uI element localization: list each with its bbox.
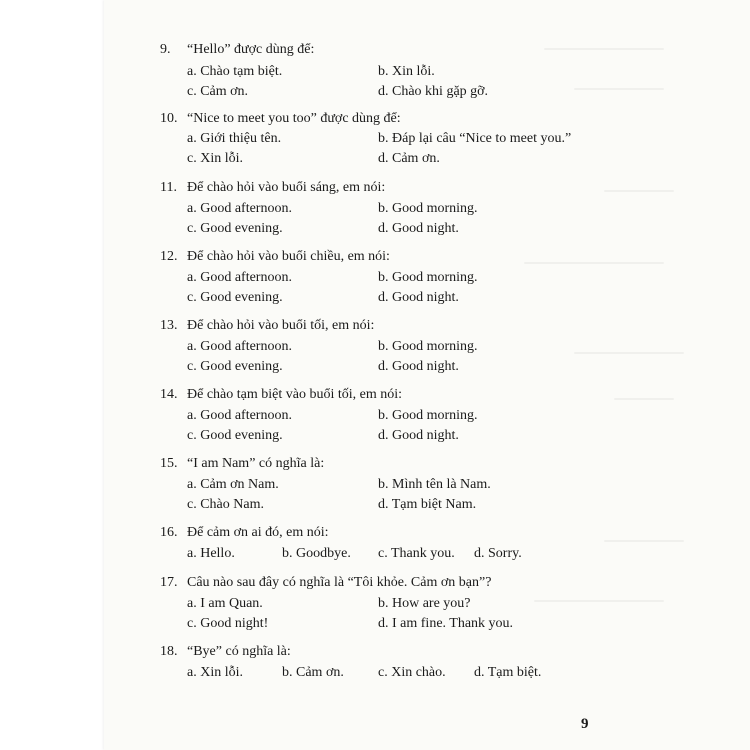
option-d: d. Good night. [378,290,459,305]
question-text: Để chào hỏi vào buổi tối, em nói: [187,318,375,333]
question-text: “Bye” có nghĩa là: [187,644,291,659]
page-number: 9 [581,716,589,732]
question-number: 15. [160,456,178,471]
question-number: 16. [160,525,178,540]
question-text: “I am Nam” có nghĩa là: [187,456,325,471]
option-d: d. Cảm ơn. [378,151,440,166]
question-number: 13. [160,318,178,333]
question-text: Để chào hỏi vào buổi sáng, em nói: [187,180,386,195]
option-c: c. Good night! [187,616,269,631]
option-a: a. I am Quan. [187,596,263,611]
option-a: a. Hello. [187,546,235,561]
option-a: a. Xin lỗi. [187,665,243,680]
option-a: a. Good afternoon. [187,339,292,354]
question-text: Để chào tạm biệt vào buổi tối, em nói: [187,387,403,402]
option-d: d. Good night. [378,221,459,236]
question-number: 17. [160,575,178,590]
option-d: d. Good night. [378,359,459,374]
option-c: c. Chào Nam. [187,497,264,512]
option-c: c. Good evening. [187,428,283,443]
option-d: d. Sorry. [474,546,522,561]
document-page [104,0,750,750]
question-text: Để cảm ơn ai đó, em nói: [187,525,329,540]
option-b: b. Mình tên là Nam. [378,477,491,492]
option-d: d. I am fine. Thank you. [378,616,514,631]
question-number: 9. [160,42,171,57]
question-text: “Nice to meet you too” được dùng để: [187,111,401,126]
question-text: “Hello” được dùng để: [187,42,315,57]
option-c: c. Xin chào. [378,665,446,680]
option-a: a. Chào tạm biệt. [187,64,283,79]
question-number: 10. [160,111,178,126]
option-b: b. Good morning. [378,408,478,423]
option-d: d. Good night. [378,428,459,443]
option-b: b. Goodbye. [282,546,351,561]
option-c: c. Good evening. [187,221,283,236]
question-number: 18. [160,644,178,659]
option-c: c. Good evening. [187,359,283,374]
option-c: c. Xin lỗi. [187,151,243,166]
option-b: b. Good morning. [378,339,478,354]
option-b: b. How are you? [378,596,471,611]
option-c: c. Good evening. [187,290,283,305]
option-b: b. Cảm ơn. [282,665,344,680]
option-a: a. Giới thiệu tên. [187,131,282,146]
option-b: b. Xin lỗi. [378,64,435,79]
question-number: 11. [160,180,177,195]
option-a: a. Good afternoon. [187,270,292,285]
option-b: b. Đáp lại câu “Nice to meet you.” [378,131,572,146]
option-a: a. Good afternoon. [187,201,292,216]
option-a: a. Cảm ơn Nam. [187,477,279,492]
question-text: Câu nào sau đây có nghĩa là “Tôi khỏe. Cảm ơn bạn”? [187,575,492,590]
question-number: 14. [160,387,178,402]
option-d: d. Tạm biệt Nam. [378,497,477,512]
question-number: 12. [160,249,178,264]
option-b: b. Good morning. [378,270,478,285]
option-c: c. Cảm ơn. [187,84,249,99]
option-b: b. Good morning. [378,201,478,216]
option-a: a. Good afternoon. [187,408,292,423]
option-c: c. Thank you. [378,546,455,561]
option-d: d. Tạm biệt. [474,665,542,680]
option-d: d. Chào khi gặp gỡ. [378,84,489,99]
question-text: Để chào hỏi vào buổi chiều, em nói: [187,249,390,264]
